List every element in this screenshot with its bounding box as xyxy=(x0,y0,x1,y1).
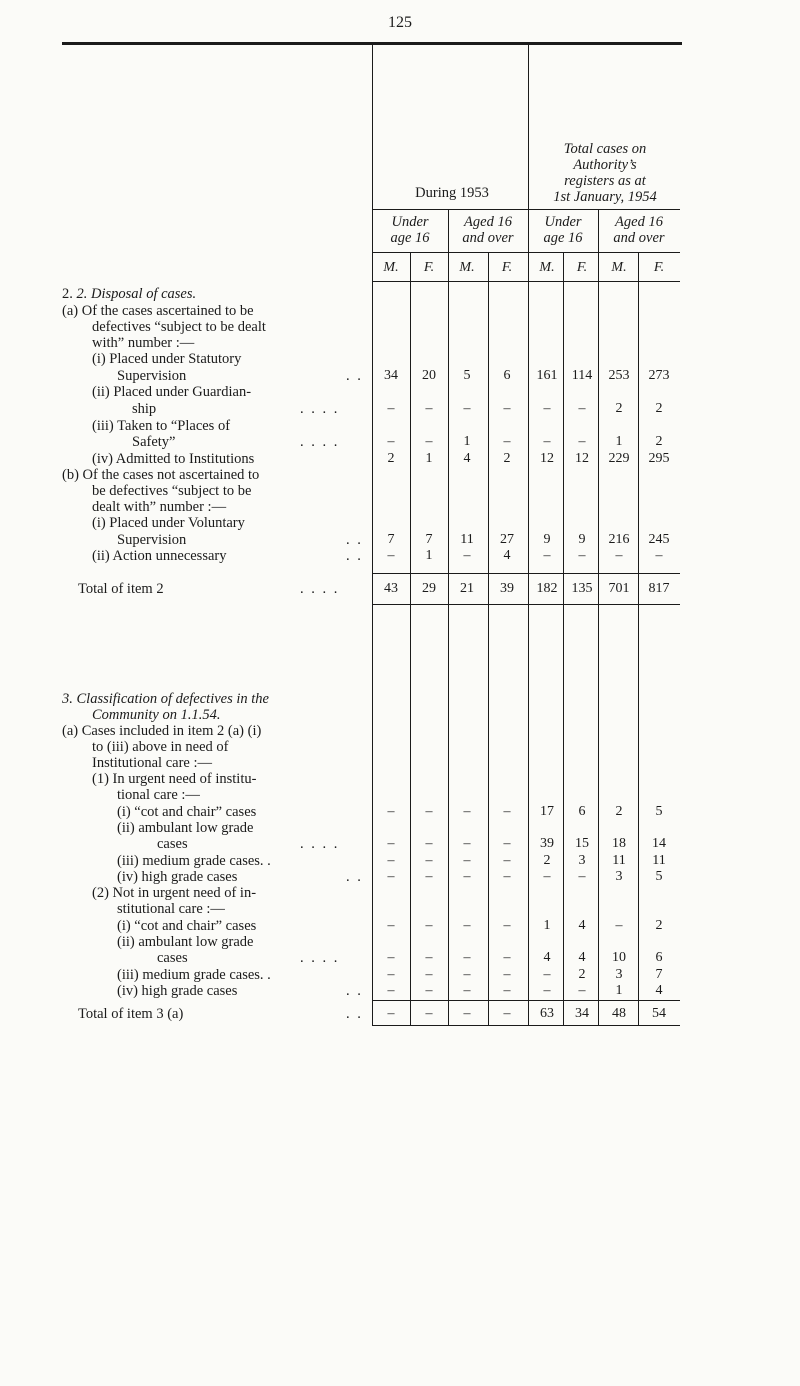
total-cell: 29 xyxy=(422,581,436,596)
table-cell: – xyxy=(615,548,623,563)
table-cell: 3 xyxy=(578,853,586,868)
table-cell: – xyxy=(425,918,433,933)
table-cell: – xyxy=(503,804,511,819)
header-under16-total xyxy=(528,214,598,246)
sex-header: M. xyxy=(539,260,555,275)
total-cell: – xyxy=(463,1006,471,1021)
total-cell: 63 xyxy=(540,1006,554,1021)
table-cell: – xyxy=(425,983,433,998)
table-cell: 9 xyxy=(543,532,551,547)
table-cell: 114 xyxy=(571,368,593,383)
table-cell: 1 xyxy=(615,434,623,449)
table-cell: – xyxy=(503,836,511,851)
table-cell: 4 xyxy=(543,950,551,965)
row-label: (i) Placed under Statutory xyxy=(92,351,242,367)
header-under16 xyxy=(372,214,448,246)
total-cell: 34 xyxy=(575,1006,589,1021)
table-cell: 1 xyxy=(425,451,433,466)
table-cell: 1 xyxy=(425,548,433,563)
table-cell: 5 xyxy=(463,368,471,383)
row-label: (ii) ambulant low grade xyxy=(117,934,254,950)
total-cell: – xyxy=(387,1006,395,1021)
table-cell: – xyxy=(463,853,471,868)
table-cell: – xyxy=(425,869,433,884)
table-cell: – xyxy=(425,836,433,851)
table-cell: 3 xyxy=(615,869,623,884)
table-cell: – xyxy=(503,401,511,416)
col-rule xyxy=(638,253,639,690)
section-3a-2: (2) Not in urgent need of in- xyxy=(92,885,257,901)
row-label: (iv) high grade cases xyxy=(117,983,238,999)
table-cell: 12 xyxy=(575,451,589,466)
table-cell: – xyxy=(615,918,623,933)
table-cell: 39 xyxy=(540,836,554,851)
leader-dots: . . . . xyxy=(300,401,340,417)
table-cell: 15 xyxy=(575,836,589,851)
col-rule xyxy=(563,253,564,690)
header-under16-line: age 16 xyxy=(543,230,583,246)
section-2b: be defectives “subject to be xyxy=(92,483,252,499)
table-cell: 2 xyxy=(543,853,551,868)
row-label: (i) “cot and chair” cases xyxy=(117,804,257,820)
header-during: During 1953 xyxy=(415,185,489,201)
row-label: cases xyxy=(157,836,188,852)
table-cell: – xyxy=(463,950,471,965)
table-cell: – xyxy=(578,401,586,416)
header-total-line: Total cases on xyxy=(563,141,647,157)
table-cell: 9 xyxy=(578,532,586,547)
table-cell: 6 xyxy=(578,804,586,819)
table-cell: – xyxy=(503,434,511,449)
header-aged16-total xyxy=(598,214,680,246)
col-rule xyxy=(410,253,411,690)
table-cell: – xyxy=(503,918,511,933)
section-3a-1: (1) In urgent need of institu- xyxy=(92,771,257,787)
table-cell: – xyxy=(543,983,551,998)
table-cell: – xyxy=(425,950,433,965)
table-cell: 245 xyxy=(648,532,670,547)
total-rule-bottom xyxy=(372,1025,680,1026)
sex-header: F. xyxy=(423,260,435,275)
leader-dots: . . xyxy=(346,983,363,999)
total-label: Total of item 2 xyxy=(78,581,164,597)
table-cell: – xyxy=(387,967,395,982)
table-cell: – xyxy=(543,434,551,449)
table-cell: – xyxy=(387,853,395,868)
header-under16-line: Under xyxy=(544,214,582,230)
total-cell: 701 xyxy=(608,581,630,596)
sex-header: M. xyxy=(459,260,475,275)
table-cell: 161 xyxy=(536,368,558,383)
total-cell: 21 xyxy=(460,581,474,596)
table-cell: – xyxy=(503,869,511,884)
leader-dots: . . xyxy=(346,368,363,384)
header-total-date: 1st January, 1954 xyxy=(553,189,657,205)
total-cell: – xyxy=(425,1006,433,1021)
table-cell: 295 xyxy=(648,451,670,466)
table-cell: 7 xyxy=(425,532,433,547)
row-label: cases xyxy=(157,950,188,966)
table-cell: – xyxy=(387,950,395,965)
table-cell: 11 xyxy=(612,853,626,868)
table-cell: – xyxy=(425,804,433,819)
section-3a-1: tional care :— xyxy=(117,787,200,803)
leader-dots: . . xyxy=(346,548,363,564)
row-label: (ii) ambulant low grade xyxy=(117,820,254,836)
table-cell: 20 xyxy=(422,368,436,383)
header-total-line xyxy=(530,189,680,205)
table-cell: – xyxy=(578,869,586,884)
table-cell: 2 xyxy=(655,918,663,933)
header-total-line: Authority’s xyxy=(573,157,637,173)
row-label: Supervision xyxy=(117,532,187,548)
row-label: (i) “cot and chair” cases xyxy=(117,918,257,934)
header-rule-2 xyxy=(372,252,680,253)
leader-dots: . . . . xyxy=(300,581,340,597)
total-rule-bottom xyxy=(372,604,680,605)
total-cell: 135 xyxy=(571,581,593,596)
section-2b: (b) Of the cases not ascertained to xyxy=(62,467,260,483)
row-label: (i) Placed under Voluntary xyxy=(92,515,245,531)
section-2-number: 2. xyxy=(62,286,77,302)
row-label: (iv) high grade cases xyxy=(117,869,238,885)
table-cell: 1 xyxy=(463,434,471,449)
header-rule-3 xyxy=(372,281,680,282)
total-cell: 54 xyxy=(652,1006,666,1021)
header-aged16 xyxy=(448,214,528,246)
row-label: (ii) Placed under Guardian- xyxy=(92,384,252,400)
table-cell: 11 xyxy=(652,853,666,868)
total-cell: 48 xyxy=(612,1006,626,1021)
table-cell: – xyxy=(503,853,511,868)
section-2a: with” number :— xyxy=(92,335,195,351)
table-cell: 5 xyxy=(655,869,663,884)
table-cell: 3 xyxy=(615,967,623,982)
section-3a: Institutional care :— xyxy=(92,755,212,771)
table-cell: 2 xyxy=(655,401,663,416)
table-cell: – xyxy=(543,869,551,884)
section-3a: (a) Cases included in item 2 (a) (i) xyxy=(62,723,262,739)
table-cell: – xyxy=(463,967,471,982)
row-label: (iii) medium grade cases. . xyxy=(117,853,271,869)
leader-dots: . . . . xyxy=(300,950,340,966)
table-cell: – xyxy=(425,853,433,868)
table-cell: 4 xyxy=(463,451,471,466)
table-cell: – xyxy=(387,401,395,416)
header-under16-line: Under xyxy=(391,214,429,230)
table-cell: 2 xyxy=(655,434,663,449)
table-cell: 6 xyxy=(503,368,511,383)
total-cell: 182 xyxy=(536,581,558,596)
section-2b: dealt with” number :— xyxy=(92,499,227,515)
table-cell: 4 xyxy=(503,548,511,563)
section-3-title-text: 3. Classification of defectives in the xyxy=(62,691,269,707)
table-cell: – xyxy=(578,434,586,449)
sex-header: F. xyxy=(576,260,588,275)
sex-header: M. xyxy=(611,260,627,275)
table-cell: 1 xyxy=(543,918,551,933)
table-cell: 10 xyxy=(612,950,626,965)
table-cell: – xyxy=(578,548,586,563)
table-cell: 253 xyxy=(608,368,630,383)
total-rule-top xyxy=(372,1000,680,1001)
row-label: Safety” xyxy=(132,434,176,450)
sex-header: M. xyxy=(383,260,399,275)
table-cell: 4 xyxy=(578,918,586,933)
page-number: 125 xyxy=(388,14,412,31)
table-cell: – xyxy=(425,401,433,416)
table-cell: 1 xyxy=(615,983,623,998)
table-cell: 5 xyxy=(655,804,663,819)
total-cell: 43 xyxy=(384,581,398,596)
section-2a: (a) Of the cases ascertained to be xyxy=(62,303,254,319)
leader-dots: . . xyxy=(346,869,363,885)
table-cell: 2 xyxy=(387,451,395,466)
section-3a-2: stitutional care :— xyxy=(117,901,225,917)
table-cell: – xyxy=(387,836,395,851)
table-cell: 12 xyxy=(540,451,554,466)
table-cell: – xyxy=(425,434,433,449)
total-cell: 817 xyxy=(648,581,670,596)
table-cell: 4 xyxy=(578,950,586,965)
section-3-title: Community on 1.1.54. xyxy=(92,707,221,723)
total-cell: – xyxy=(503,1006,511,1021)
table-cell: – xyxy=(463,548,471,563)
table-cell: 11 xyxy=(460,532,474,547)
table-cell: – xyxy=(387,434,395,449)
header-total-line: registers as at xyxy=(564,173,646,189)
total-label: Total of item 3 (a) xyxy=(78,1006,184,1022)
table-cell: – xyxy=(387,869,395,884)
leader-dots: . . xyxy=(346,1006,363,1022)
section-3a: to (iii) above in need of xyxy=(92,739,229,755)
section-2-title-text: 2. Disposal of cases. xyxy=(76,286,197,302)
sex-header: F. xyxy=(653,260,665,275)
table-cell: – xyxy=(543,548,551,563)
col-rule xyxy=(638,680,639,1026)
table-cell: – xyxy=(387,804,395,819)
table-cell: 229 xyxy=(608,451,630,466)
header-rule-1 xyxy=(372,209,680,210)
header-aged16-line: and over xyxy=(462,230,514,246)
table-cell: – xyxy=(463,401,471,416)
table-cell: 273 xyxy=(648,368,670,383)
row-label: (iii) medium grade cases. . xyxy=(117,967,271,983)
table-cell: – xyxy=(463,869,471,884)
table-cell: 27 xyxy=(500,532,514,547)
table-cell: 2 xyxy=(503,451,511,466)
row-label: (ii) Action unnecessary xyxy=(92,548,227,564)
sex-header: F. xyxy=(501,260,513,275)
table-cell: 14 xyxy=(652,836,666,851)
table-cell: – xyxy=(503,950,511,965)
row-label: ship xyxy=(132,401,157,417)
table-cell: 216 xyxy=(608,532,630,547)
table-cell: – xyxy=(463,836,471,851)
table-cell: 17 xyxy=(540,804,554,819)
leader-dots: . . xyxy=(346,532,363,548)
table-cell: 34 xyxy=(384,368,398,383)
total-cell: 39 xyxy=(500,581,514,596)
row-label: (iv) Admitted to Institutions xyxy=(92,451,255,467)
table-cell: 2 xyxy=(615,804,623,819)
table-cell: 7 xyxy=(387,532,395,547)
table-cell: – xyxy=(463,918,471,933)
total-rule-top xyxy=(372,573,680,574)
table-cell: – xyxy=(543,401,551,416)
header-aged16-line: and over xyxy=(613,230,665,246)
table-cell: 6 xyxy=(655,950,663,965)
table-cell: 4 xyxy=(655,983,663,998)
row-label: Supervision xyxy=(117,368,187,384)
section-2-title xyxy=(62,286,196,302)
table-cell: – xyxy=(578,983,586,998)
table-cell: – xyxy=(503,967,511,982)
section-2a: defectives “subject to be dealt xyxy=(92,319,266,335)
table-cell: – xyxy=(463,983,471,998)
table-cell: – xyxy=(655,548,663,563)
section-3-title xyxy=(62,691,269,707)
table-cell: 18 xyxy=(612,836,626,851)
table-cell: 2 xyxy=(615,401,623,416)
table-cell: – xyxy=(387,918,395,933)
header-under16-line: age 16 xyxy=(390,230,430,246)
table-cell: – xyxy=(503,983,511,998)
header-aged16-line: Aged 16 xyxy=(615,214,663,230)
table-cell: – xyxy=(387,548,395,563)
table-cell: 7 xyxy=(655,967,663,982)
col-rule xyxy=(488,253,489,690)
leader-dots: . . . . xyxy=(300,434,340,450)
leader-dots: . . . . xyxy=(300,836,340,852)
table-cell: – xyxy=(425,967,433,982)
table-cell: – xyxy=(387,983,395,998)
table-cell: – xyxy=(463,804,471,819)
header-aged16-line: Aged 16 xyxy=(464,214,512,230)
table-cell: – xyxy=(543,967,551,982)
table-cell: 2 xyxy=(578,967,586,982)
row-label: (iii) Taken to “Places of xyxy=(92,418,231,434)
